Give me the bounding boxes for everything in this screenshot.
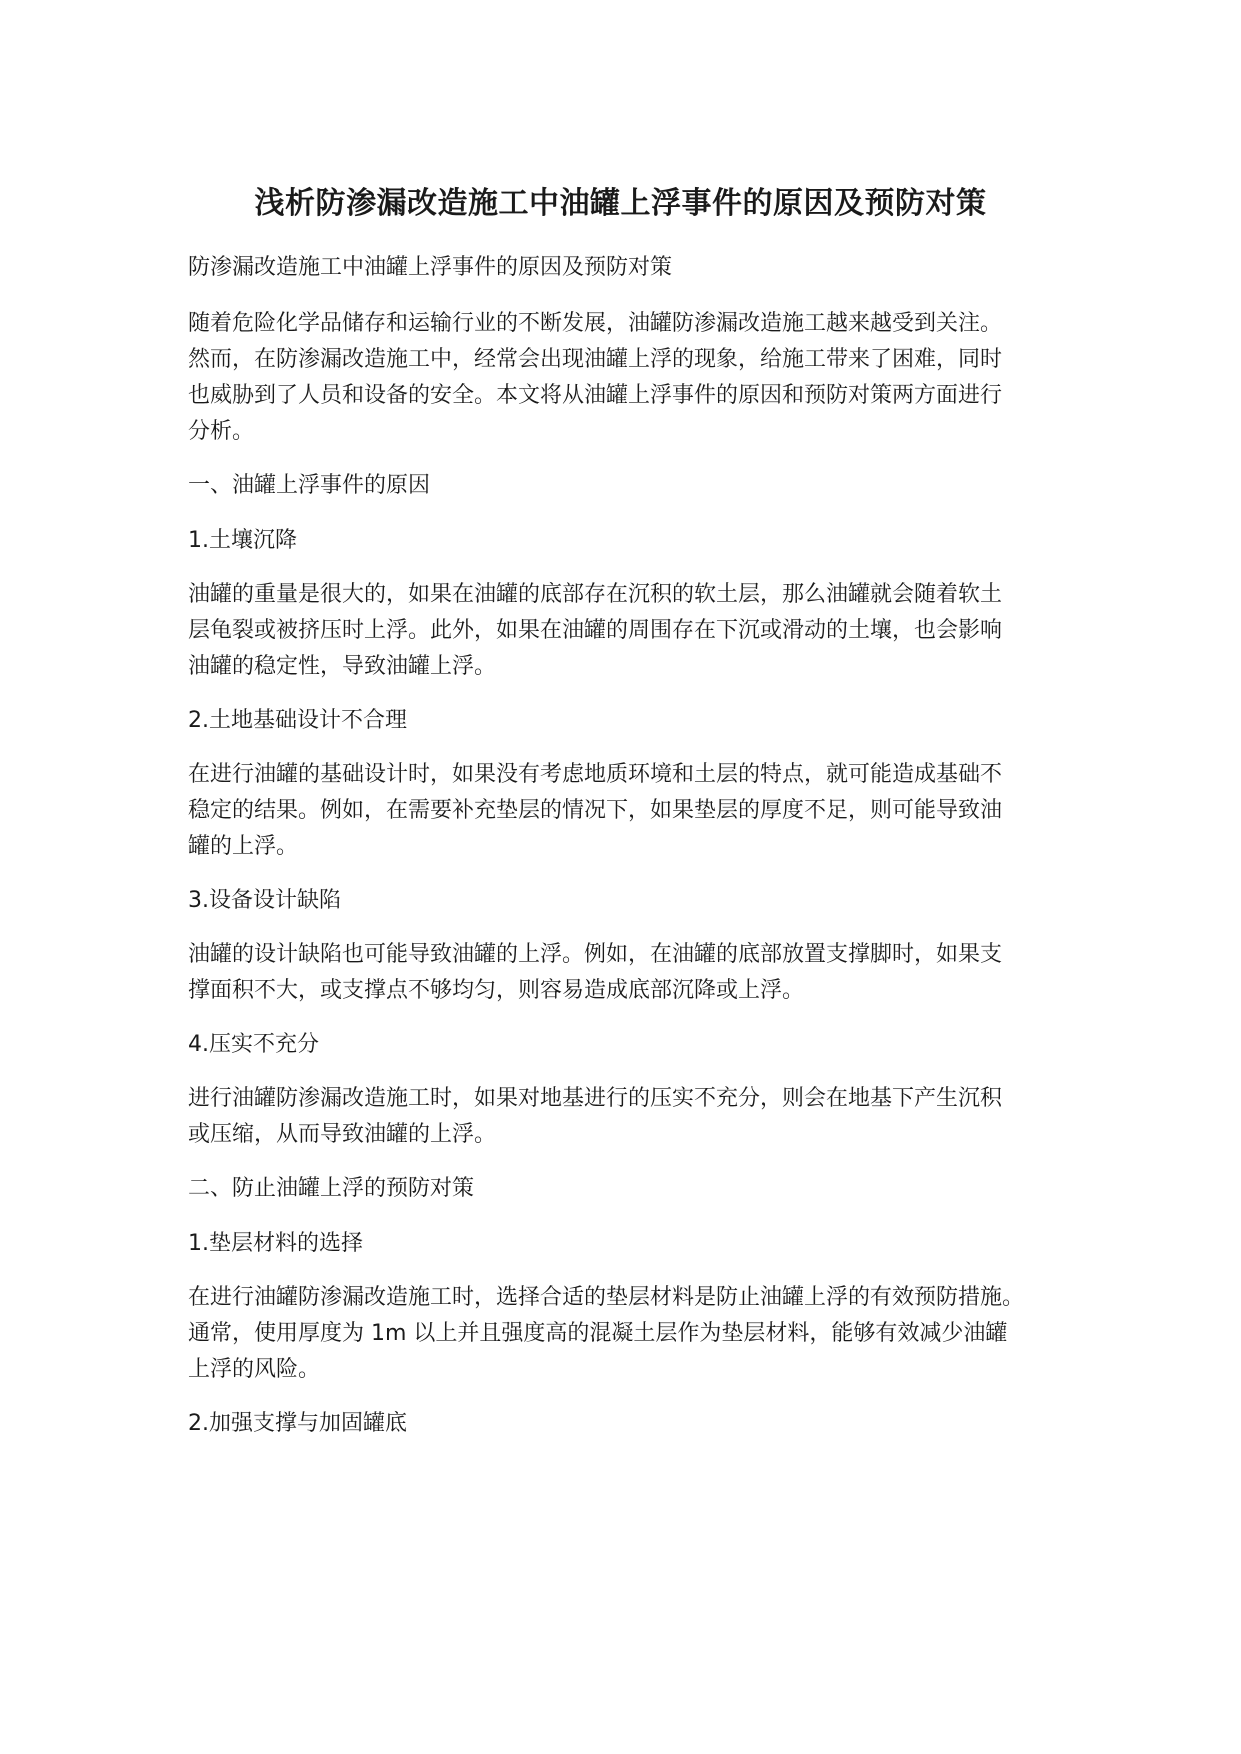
subsection-heading: 4.压实不充分 xyxy=(188,1032,319,1057)
paragraph-line: 进行油罐防渗漏改造施工时，如果对地基进行的压实不充分，则会在地基下产生沉积 xyxy=(188,1086,1003,1111)
section-heading: 一、油罐上浮事件的原因 xyxy=(188,473,431,498)
paragraph-line: 油罐的设计缺陷也可能导致油罐的上浮。例如，在油罐的底部放置支撑脚时，如果支 xyxy=(188,942,1003,967)
paragraph-line: 上浮的风险。 xyxy=(188,1357,321,1382)
intro-line: 也威胁到了人员和设备的安全。本文将从油罐上浮事件的原因和预防对策两方面进行 xyxy=(188,383,1003,408)
subtitle: 防渗漏改造施工中油罐上浮事件的原因及预防对策 xyxy=(188,255,673,280)
document-title: 浅析防渗漏改造施工中油罐上浮事件的原因及预防对策 xyxy=(254,186,987,221)
intro-line: 分析。 xyxy=(188,419,255,444)
paragraph-line: 通常，使用厚度为 1m 以上并且强度高的混凝土层作为垫层材料，能够有效减少油罐 xyxy=(188,1321,1008,1346)
subsection-heading: 1.垫层材料的选择 xyxy=(188,1231,363,1256)
paragraph-line: 在进行油罐的基础设计时，如果没有考虑地质环境和土层的特点，就可能造成基础不 xyxy=(188,762,1003,787)
paragraph-line: 油罐的稳定性，导致油罐上浮。 xyxy=(188,654,497,679)
intro-line: 然而，在防渗漏改造施工中，经常会出现油罐上浮的现象，给施工带来了困难，同时 xyxy=(188,347,1003,372)
subsection-heading: 2.土地基础设计不合理 xyxy=(188,708,407,733)
subsection-heading: 3.设备设计缺陷 xyxy=(188,888,341,913)
paragraph-line: 层龟裂或被挤压时上浮。此外，如果在油罐的周围存在下沉或滑动的土壤，也会影响 xyxy=(188,618,1003,643)
paragraph-line: 油罐的重量是很大的，如果在油罐的底部存在沉积的软土层，那么油罐就会随着软土 xyxy=(188,582,1003,607)
section-heading: 二、防止油罐上浮的预防对策 xyxy=(188,1176,475,1201)
intro-line: 随着危险化学品储存和运输行业的不断发展，油罐防渗漏改造施工越来越受到关注。 xyxy=(188,311,1003,336)
subsection-heading: 1.土壤沉降 xyxy=(188,528,297,553)
paragraph-line: 稳定的结果。例如，在需要补充垫层的情况下，如果垫层的厚度不足，则可能导致油 xyxy=(188,798,1003,823)
subsection-heading: 2.加强支撑与加固罐底 xyxy=(188,1411,407,1436)
paragraph-line: 撑面积不大，或支撑点不够均匀，则容易造成底部沉降或上浮。 xyxy=(188,978,805,1003)
paragraph-line: 在进行油罐防渗漏改造施工时，选择合适的垫层材料是防止油罐上浮的有效预防措施。 xyxy=(188,1285,1025,1310)
paragraph-line: 或压缩，从而导致油罐的上浮。 xyxy=(188,1122,497,1147)
paragraph-line: 罐的上浮。 xyxy=(188,834,299,859)
